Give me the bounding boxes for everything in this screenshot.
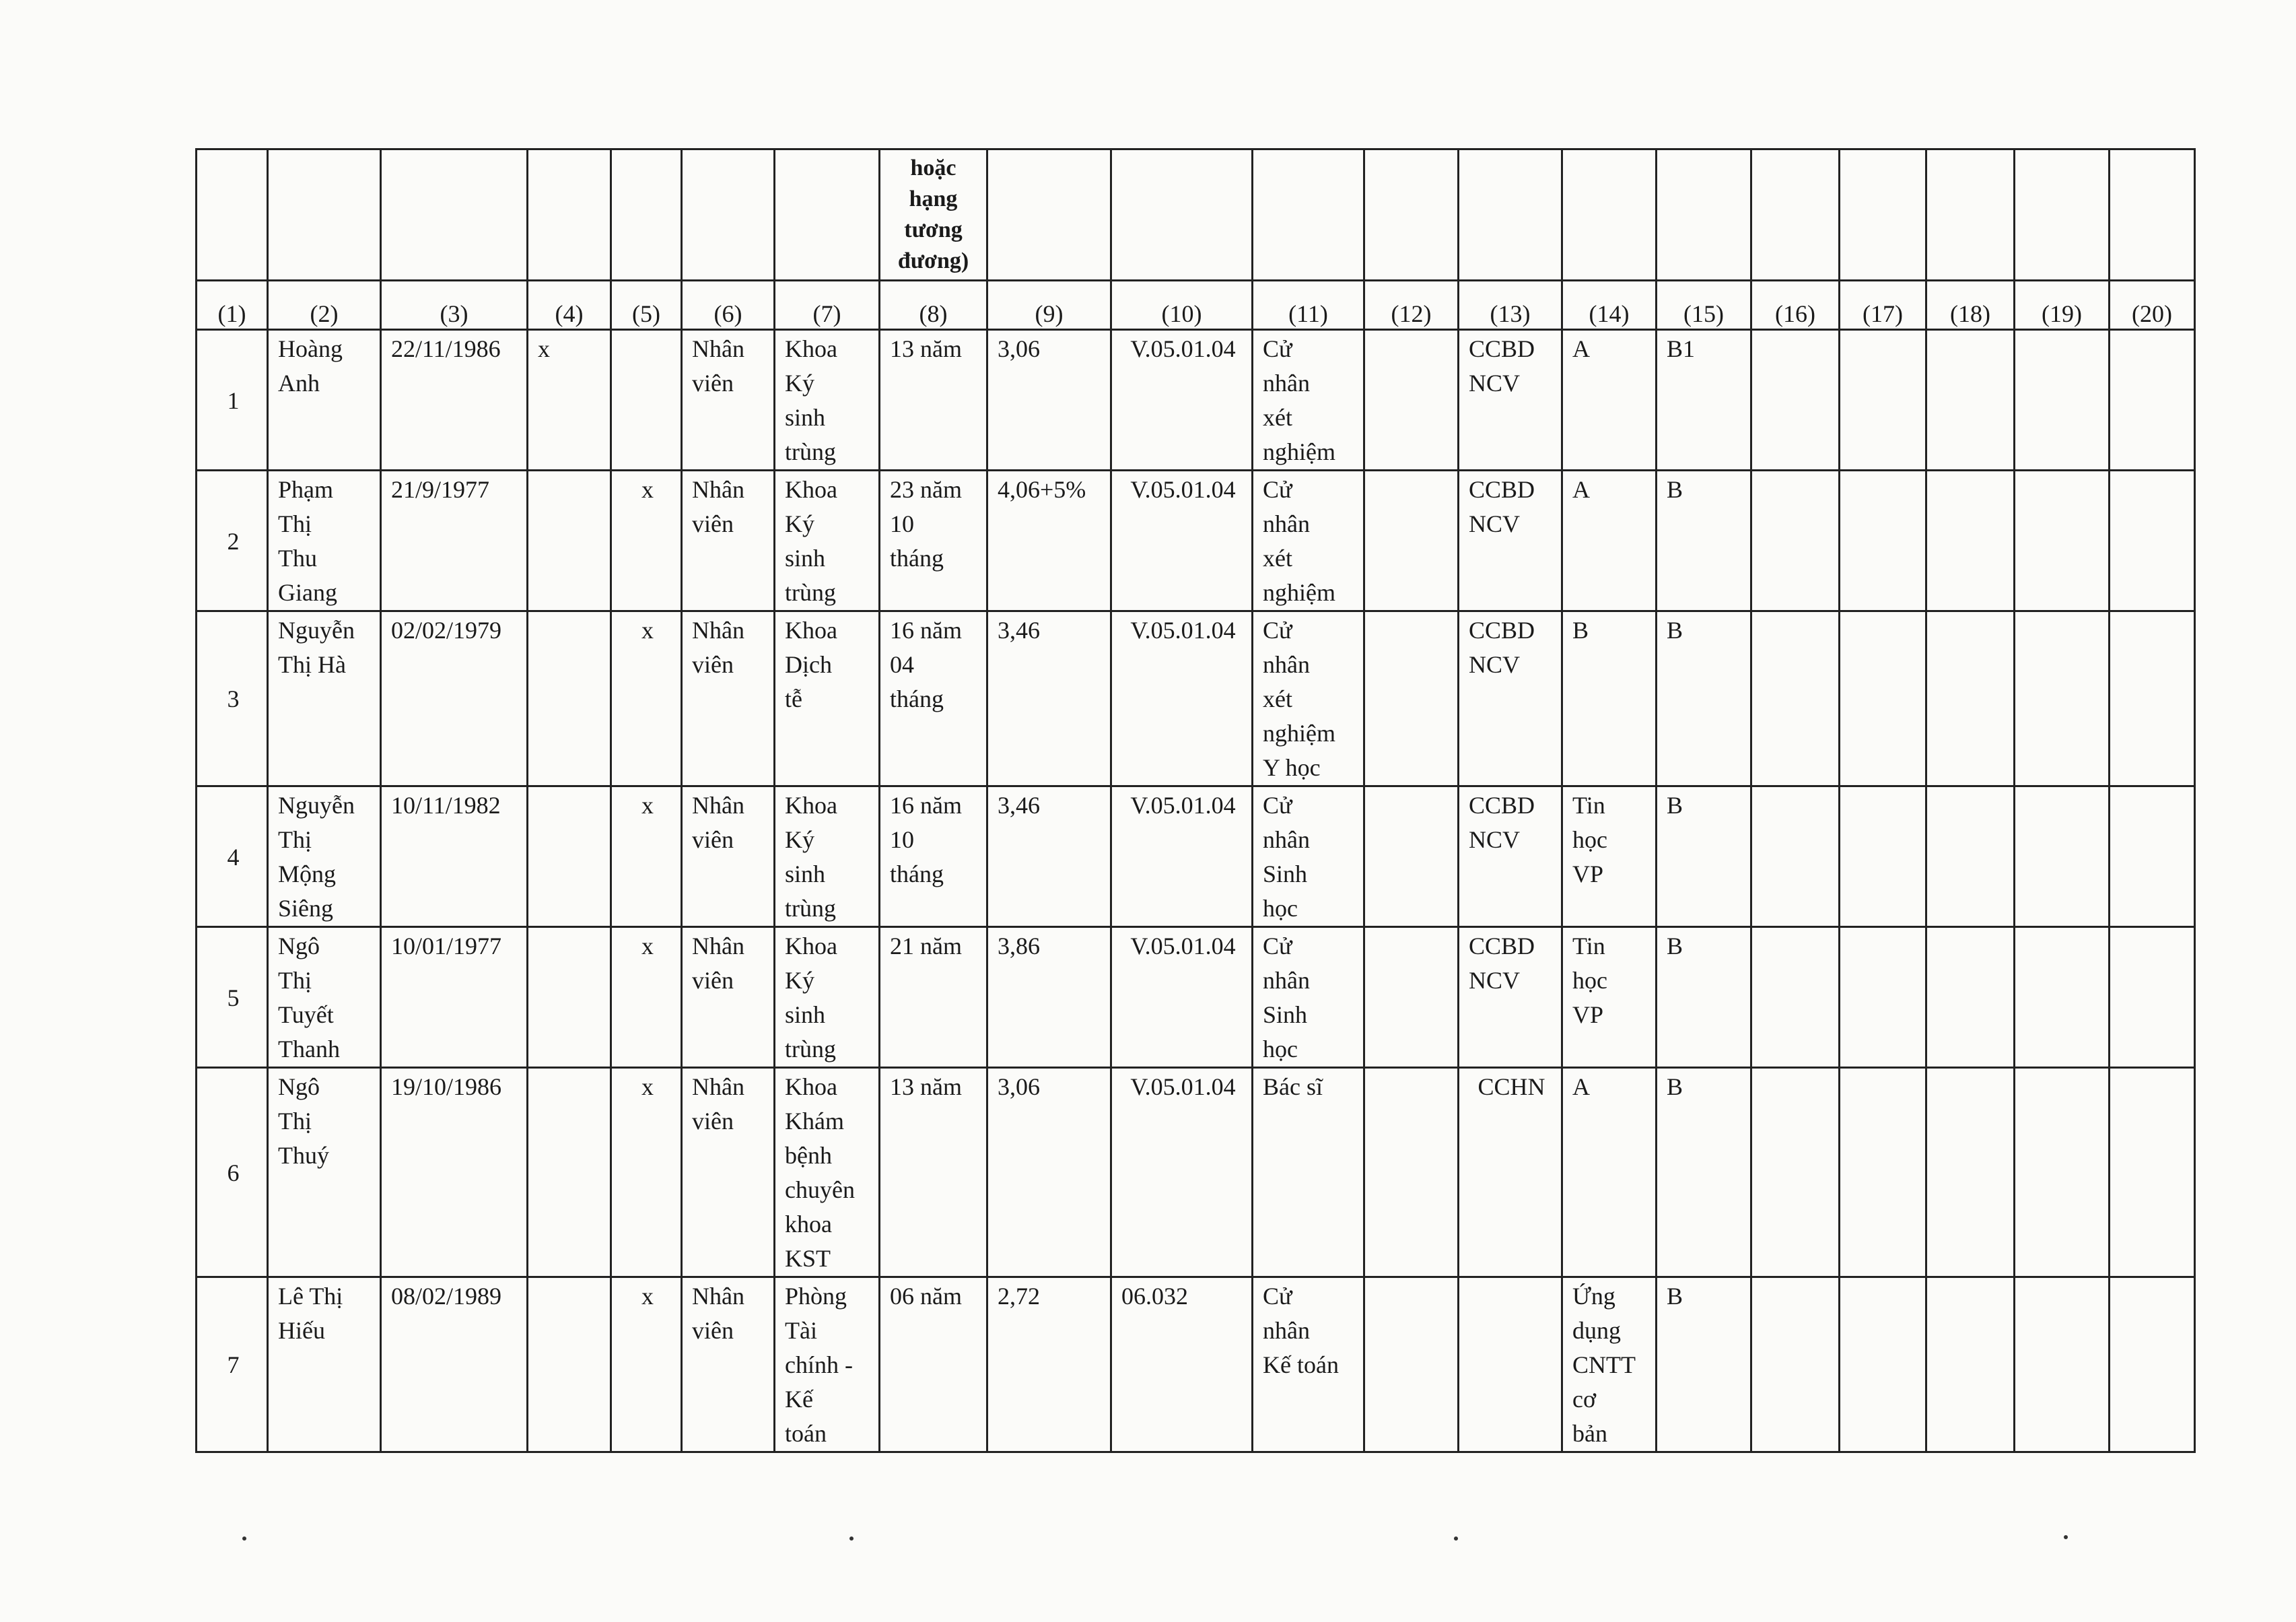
col12-cell [1364, 471, 1459, 611]
position-cell: Nhân viên [682, 1068, 775, 1277]
table-row [197, 471, 2195, 611]
column-number: (11) [1253, 281, 1364, 330]
col15-cell: B1 [1657, 330, 1751, 471]
department-cell: Khoa Ký sinh trùng [775, 786, 880, 927]
header-cell-9 [987, 149, 1111, 281]
degree-cell: Cử nhân Kế toán [1253, 1277, 1364, 1452]
col13-cell: CCHN [1459, 1068, 1562, 1277]
header-cell-5 [611, 149, 682, 281]
code-cell: V.05.01.04 [1111, 611, 1253, 786]
empty-cell [1840, 471, 1926, 611]
table-row [197, 786, 2195, 927]
coefficient-cell: 2,72 [987, 1277, 1111, 1452]
male-cell [528, 927, 611, 1068]
empty-cell [1840, 330, 1926, 471]
col13-cell: CCBD NCV [1459, 330, 1562, 471]
column-number: (10) [1111, 281, 1253, 330]
empty-cell [2015, 330, 2110, 471]
header-cell-2 [268, 149, 381, 281]
department-cell: Khoa Ký sinh trùng [775, 927, 880, 1068]
code-cell: V.05.01.04 [1111, 1068, 1253, 1277]
dob-cell: 22/11/1986 [381, 330, 528, 471]
column-number: (16) [1751, 281, 1840, 330]
male-cell [528, 471, 611, 611]
empty-cell [1926, 471, 2015, 611]
years-cell: 13 năm [880, 1068, 987, 1277]
header-cell-14 [1562, 149, 1657, 281]
column-number: (6) [682, 281, 775, 330]
scan-speck [242, 1536, 246, 1541]
years-cell: 13 năm [880, 330, 987, 471]
department-cell: Khoa Ký sinh trùng [775, 471, 880, 611]
degree-cell: Cử nhân xét nghiệm Y học [1253, 611, 1364, 786]
col15-cell: B [1657, 1277, 1751, 1452]
dob-cell: 10/11/1982 [381, 786, 528, 927]
col13-cell: CCBD NCV [1459, 471, 1562, 611]
header-cell-13 [1459, 149, 1562, 281]
col14-cell: A [1562, 330, 1657, 471]
table-row [197, 611, 2195, 786]
dob-cell: 10/01/1977 [381, 927, 528, 1068]
years-cell: 23 năm 10 tháng [880, 471, 987, 611]
scan-speck [849, 1536, 854, 1541]
position-cell: Nhân viên [682, 611, 775, 786]
department-cell: Khoa Ký sinh trùng [775, 330, 880, 471]
female-cell: x [611, 611, 682, 786]
degree-cell: Cử nhân xét nghiệm [1253, 330, 1364, 471]
dob-cell: 08/02/1989 [381, 1277, 528, 1452]
male-cell: x [528, 330, 611, 471]
empty-cell [2110, 471, 2195, 611]
column-number: (2) [268, 281, 381, 330]
col14-cell: A [1562, 471, 1657, 611]
header-cell-12 [1364, 149, 1459, 281]
empty-cell [1926, 1068, 2015, 1277]
column-number: (8) [880, 281, 987, 330]
years-cell: 16 năm 04 tháng [880, 611, 987, 786]
empty-cell [2110, 927, 2195, 1068]
coefficient-cell: 4,06+5% [987, 471, 1111, 611]
empty-cell [2015, 927, 2110, 1068]
empty-cell [1751, 611, 1840, 786]
column-number: (3) [381, 281, 528, 330]
position-cell: Nhân viên [682, 471, 775, 611]
col13-cell: CCBD NCV [1459, 786, 1562, 927]
column-number: (14) [1562, 281, 1657, 330]
row-index: 6 [197, 1068, 268, 1277]
row-index: 1 [197, 330, 268, 471]
name-cell: Ngô Thị Tuyết Thanh [268, 927, 381, 1068]
empty-cell [2110, 330, 2195, 471]
header-cell-1 [197, 149, 268, 281]
column-number: (17) [1840, 281, 1926, 330]
col15-cell: B [1657, 786, 1751, 927]
empty-cell [2015, 786, 2110, 927]
years-cell: 16 năm 10 tháng [880, 786, 987, 927]
name-cell: Ngô Thị Thuý [268, 1068, 381, 1277]
column-number: (20) [2110, 281, 2195, 330]
col12-cell [1364, 330, 1459, 471]
header-cell-16 [1751, 149, 1840, 281]
empty-cell [1751, 786, 1840, 927]
table-row [197, 1068, 2195, 1277]
female-cell: x [611, 1277, 682, 1452]
empty-cell [2015, 1277, 2110, 1452]
empty-cell [1926, 786, 2015, 927]
name-cell: Hoàng Anh [268, 330, 381, 471]
empty-cell [1751, 471, 1840, 611]
coefficient-cell: 3,46 [987, 786, 1111, 927]
col12-cell [1364, 1068, 1459, 1277]
row-index: 2 [197, 471, 268, 611]
column-number-row [197, 281, 2195, 330]
code-cell: V.05.01.04 [1111, 471, 1253, 611]
empty-cell [1840, 1277, 1926, 1452]
header-cell-20 [2110, 149, 2195, 281]
column-number: (4) [528, 281, 611, 330]
code-cell: V.05.01.04 [1111, 330, 1253, 471]
scan-speck [2064, 1535, 2068, 1539]
empty-cell [2110, 1068, 2195, 1277]
header-cell-4 [528, 149, 611, 281]
coefficient-cell: 3,06 [987, 1068, 1111, 1277]
column-number: (19) [2015, 281, 2110, 330]
empty-cell [1840, 1068, 1926, 1277]
table-row [197, 1277, 2195, 1452]
empty-cell [1926, 330, 2015, 471]
dob-cell: 19/10/1986 [381, 1068, 528, 1277]
staff-table [195, 148, 2196, 1453]
coefficient-cell: 3,46 [987, 611, 1111, 786]
empty-cell [1751, 330, 1840, 471]
name-cell: Nguyễn Thị Mộng Siêng [268, 786, 381, 927]
position-cell: Nhân viên [682, 1277, 775, 1452]
male-cell [528, 1068, 611, 1277]
column-number: (12) [1364, 281, 1459, 330]
col12-cell [1364, 611, 1459, 786]
header-cell-15 [1657, 149, 1751, 281]
empty-cell [2110, 786, 2195, 927]
column-number: (9) [987, 281, 1111, 330]
degree-cell: Cử nhân Sinh học [1253, 786, 1364, 927]
department-cell: Phòng Tài chính - Kế toán [775, 1277, 880, 1452]
male-cell [528, 786, 611, 927]
female-cell [611, 330, 682, 471]
col15-cell: B [1657, 927, 1751, 1068]
header-cell-10 [1111, 149, 1253, 281]
empty-cell [2015, 611, 2110, 786]
female-cell: x [611, 471, 682, 611]
empty-cell [1751, 1277, 1840, 1452]
coefficient-cell: 3,06 [987, 330, 1111, 471]
degree-cell: Bác sĩ [1253, 1068, 1364, 1277]
empty-cell [2015, 471, 2110, 611]
column-number: (5) [611, 281, 682, 330]
col14-cell: B [1562, 611, 1657, 786]
header-cell-3 [381, 149, 528, 281]
column-number: (1) [197, 281, 268, 330]
column-number: (13) [1459, 281, 1562, 330]
department-cell: Khoa Dịch tễ [775, 611, 880, 786]
empty-cell [2015, 1068, 2110, 1277]
col14-cell: Tin học VP [1562, 927, 1657, 1068]
code-cell: 06.032 [1111, 1277, 1253, 1452]
empty-cell [1926, 611, 2015, 786]
col15-cell: B [1657, 471, 1751, 611]
code-cell: V.05.01.04 [1111, 927, 1253, 1068]
name-cell: Nguyễn Thị Hà [268, 611, 381, 786]
col13-cell: CCBD NCV [1459, 611, 1562, 786]
empty-cell [1840, 611, 1926, 786]
female-cell: x [611, 927, 682, 1068]
table-row [197, 927, 2195, 1068]
years-cell: 21 năm [880, 927, 987, 1068]
years-cell: 06 năm [880, 1277, 987, 1452]
empty-cell [2110, 1277, 2195, 1452]
name-cell: Phạm Thị Thu Giang [268, 471, 381, 611]
header-cell-11 [1253, 149, 1364, 281]
position-cell: Nhân viên [682, 927, 775, 1068]
empty-cell [1840, 927, 1926, 1068]
col15-cell: B [1657, 1068, 1751, 1277]
scan-speck [1454, 1536, 1458, 1541]
male-cell [528, 611, 611, 786]
col13-cell: CCBD NCV [1459, 927, 1562, 1068]
col12-cell [1364, 786, 1459, 927]
female-cell: x [611, 786, 682, 927]
name-cell: Lê Thị Hiếu [268, 1277, 381, 1452]
row-index: 4 [197, 786, 268, 927]
header-cell-6 [682, 149, 775, 281]
col14-cell: Ứng dụng CNTT cơ bản [1562, 1277, 1657, 1452]
row-index: 7 [197, 1277, 268, 1452]
position-cell: Nhân viên [682, 330, 775, 471]
empty-cell [1926, 927, 2015, 1068]
position-cell: Nhân viên [682, 786, 775, 927]
department-cell: Khoa Khám bệnh chuyên khoa KST [775, 1068, 880, 1277]
column-number: (7) [775, 281, 880, 330]
header-cell-18 [1926, 149, 2015, 281]
col14-cell: Tin học VP [1562, 786, 1657, 927]
empty-cell [1926, 1277, 2015, 1452]
empty-cell [1751, 1068, 1840, 1277]
degree-cell: Cử nhân Sinh học [1253, 927, 1364, 1068]
table-row [197, 330, 2195, 471]
empty-cell [2110, 611, 2195, 786]
col12-cell [1364, 1277, 1459, 1452]
col14-cell: A [1562, 1068, 1657, 1277]
degree-cell: Cử nhân xét nghiệm [1253, 471, 1364, 611]
row-index: 3 [197, 611, 268, 786]
dob-cell: 02/02/1979 [381, 611, 528, 786]
dob-cell: 21/9/1977 [381, 471, 528, 611]
header-row [197, 149, 2195, 281]
empty-cell [1840, 786, 1926, 927]
header-cell-7 [775, 149, 880, 281]
row-index: 5 [197, 927, 268, 1068]
empty-cell [1751, 927, 1840, 1068]
coefficient-cell: 3,86 [987, 927, 1111, 1068]
col12-cell [1364, 927, 1459, 1068]
column-number: (18) [1926, 281, 2015, 330]
female-cell: x [611, 1068, 682, 1277]
header-cell-19 [2015, 149, 2110, 281]
column-number: (15) [1657, 281, 1751, 330]
col15-cell: B [1657, 611, 1751, 786]
code-cell: V.05.01.04 [1111, 786, 1253, 927]
header-cell-17 [1840, 149, 1926, 281]
male-cell [528, 1277, 611, 1452]
col13-cell [1459, 1277, 1562, 1452]
header-cell-8: hoặc hạng tương đương) [880, 149, 987, 281]
